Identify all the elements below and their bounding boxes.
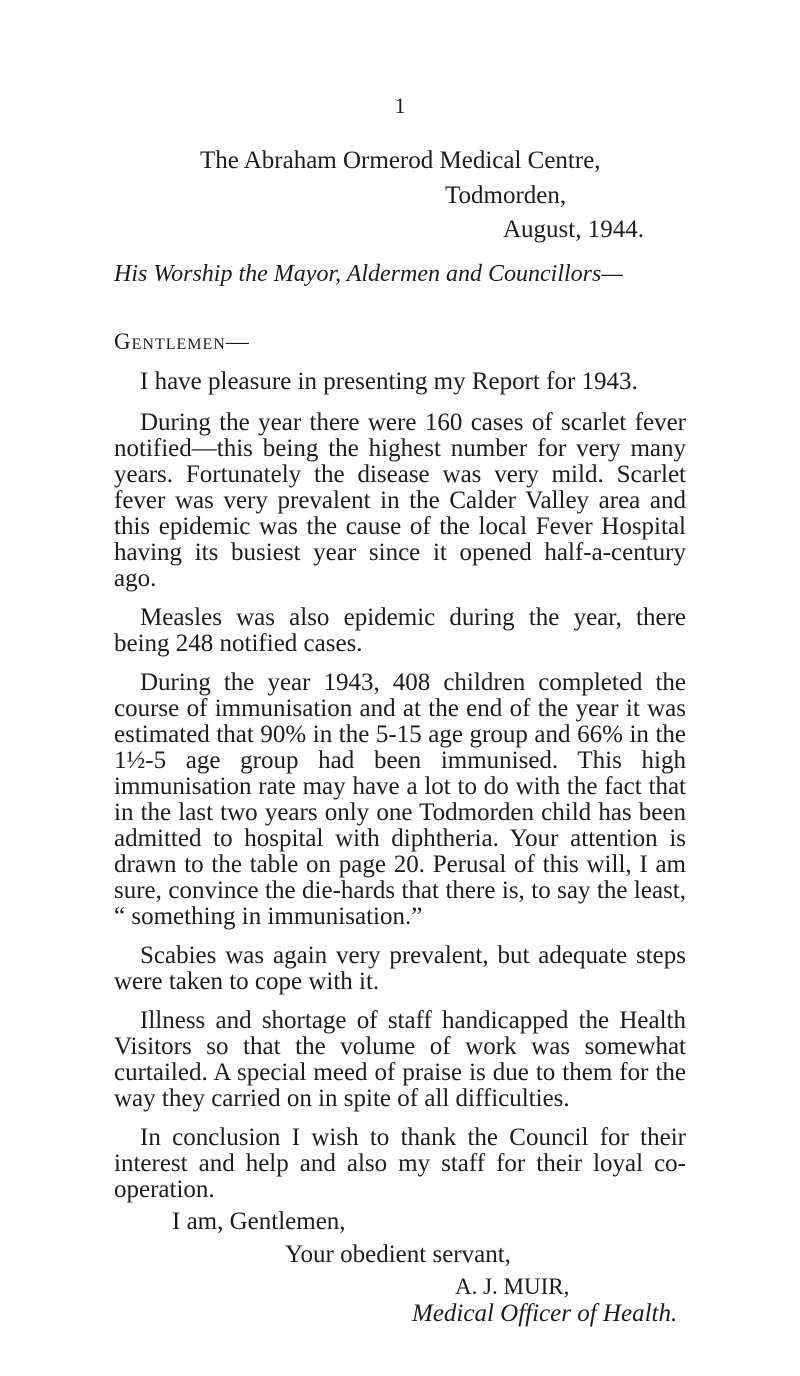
address-line-2: Todmorden, [445,182,567,209]
paragraph-2: During the year there were 160 cases of scarlet fever notified—this being the highest number for very many years. Fortunately the disease was very mild. Scarlet fever was very prevalent in the Calder Valley area and this epidemic was the cause of the local Fever Hospital having its busiest year since it opened half-a-century ago. [114,409,686,592]
closing-line: I am, Gentlemen, [172,1208,346,1235]
address-date: August, 1944. [503,216,644,243]
paragraph-7: In conclusion I wish to thank the Council for their interest and help and also my staff for their loyal co-operation. [114,1124,686,1203]
signature-title: Medical Officer of Health. [412,1300,678,1327]
page-number: 1 [394,93,406,118]
closing-servant: Your obedient servant, [285,1241,511,1268]
paragraph-4: During the year 1943, 408 children completed the course of immunisation and at the end of the year it was estimated that 90% in the 5-15 age group and 66% in the 1½-5 age group had been immunised. This high immunisation rate may have a lot to do with the fact that in the last two years only one Todmorden child has been admitted to hospital with diphtheria. Your attention is drawn to the table on page 20. Perusal of this will, I am sure, convince the die-hards that there is, to say the least, “ something in immunisation.” [114,669,686,930]
paragraph-5: Scabies was again very prevalent, but adequate steps were taken to cope with it. [114,942,686,995]
address-line-1: The Abraham Ormerod Medical Centre, [200,147,601,174]
paragraph-6: Illness and shortage of staff handicapped the Health Visitors so that the volume of work was somewhat curtailed. A special meed of praise is due to them for the way they carried on in spite of all difficulties. [114,1007,686,1112]
signature-name: A. J. MUIR, [455,1274,570,1299]
paragraph-3: Measles was also epidemic during the year, there being 248 notified cases. [114,604,686,657]
greeting: Gentlemen— [114,329,250,354]
salutation: His Worship the Mayor, Aldermen and Councillors— [114,261,623,287]
paragraph-1: I have pleasure in presenting my Report for 1943. [140,368,638,395]
